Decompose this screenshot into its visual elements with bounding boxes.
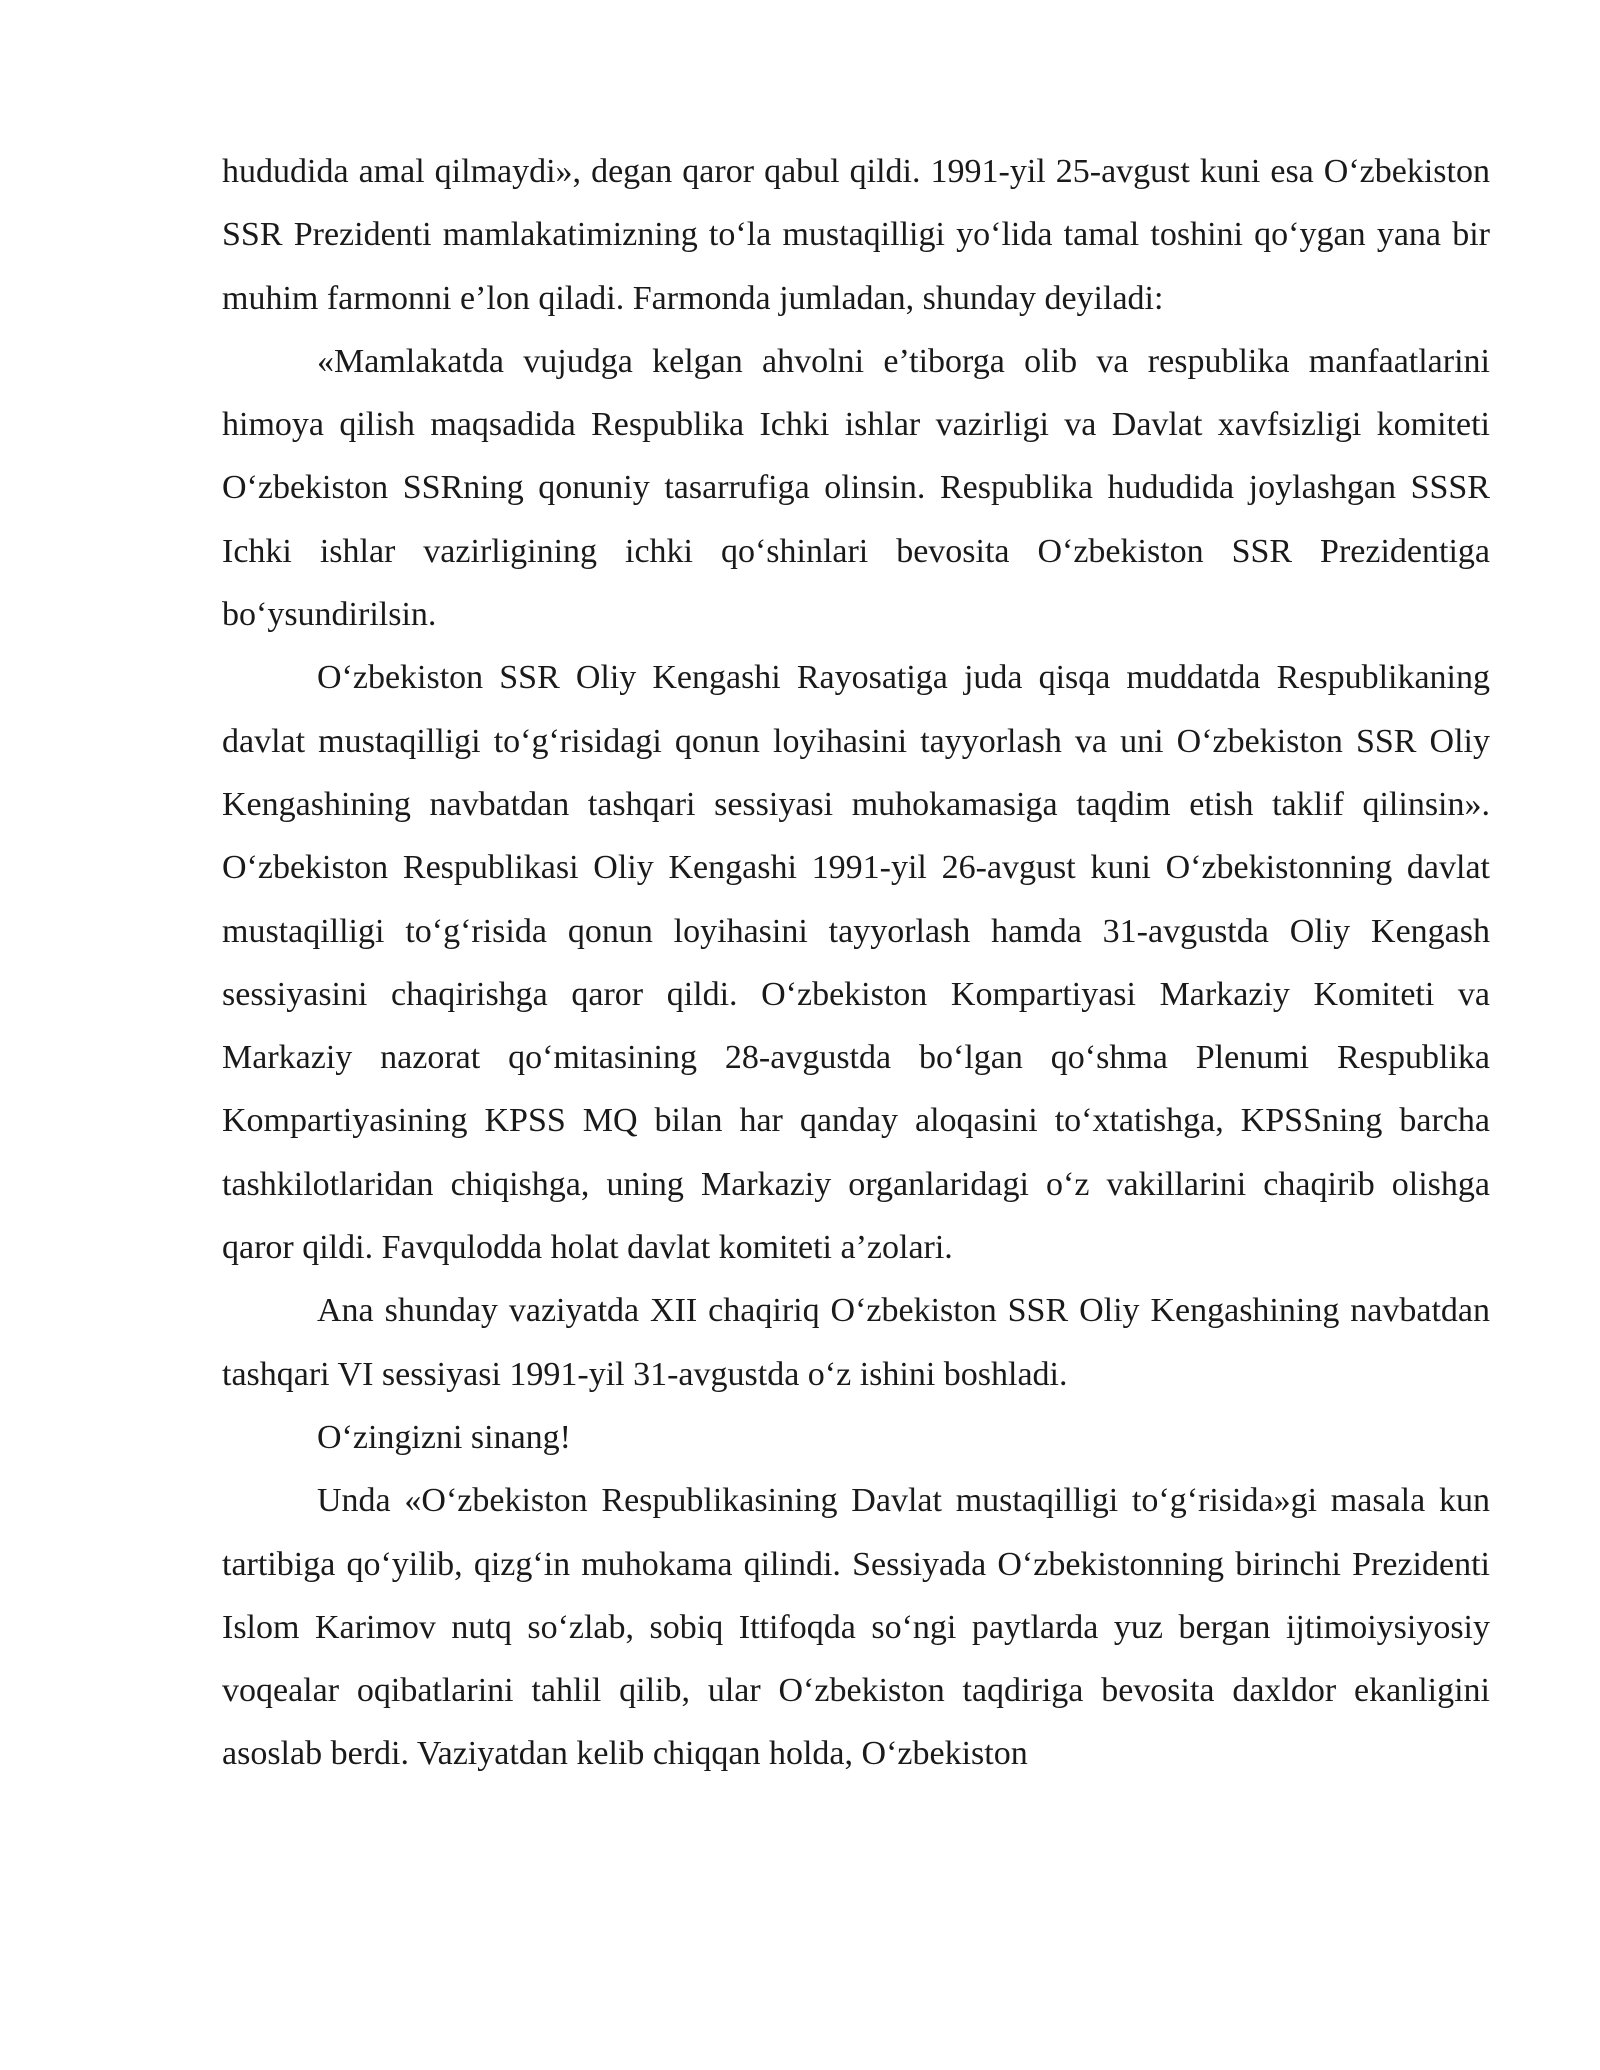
- paragraph-independence-discussion: Unda «O‘zbekiston Respublikasining Davlat mustaqilligi to‘g‘risida»gi masala kun tartibiga qo‘yilib, qizg‘in muhokama qilindi. Sessiyada O‘zbekistonning birinchi Prezidenti Islom Karimov nutq so‘zlab, sobiq Ittifoqda so‘ngi paytlarda yuz bergan ijtimoiysiyosiy voqealar oqibatlarini tahlil qilib, ular O‘zbekiston taqdiriga bevosita daxldor ekanligini asoslab berdi. Vaziyatdan kelib chiqqan holda, O‘zbekiston: [222, 1482, 1490, 1773]
- paragraph-decree-quote: «Mamlakatda vujudga kelgan ahvolni e’tiborga olib va respublika manfaatlarini himoya qilish maqsadida Respublika Ichki ishlar vazirligi va Davlat xavfsizligi komiteti O‘zbekiston SSRning qonuniy tasarrufiga olinsin. Respublika hududida joylashgan SSSR Ichki ishlar vazirligining ichki qo‘shinlari bevosita O‘zbekiston SSR Prezidentiga bo‘ysundirilsin.: [222, 342, 1490, 634]
- paragraph-supreme-council: O‘zbekiston SSR Oliy Kengashi Rayosatiga juda qisqa muddatda Respublikaning davlat mustaqilligi to‘g‘risidagi qonun loyihasini tayyorlash va uni O‘zbekiston SSR Oliy Kengashining navbatdan tashqari sessiyasi muhokamasiga taqdim etish taklif qilinsin». O‘zbekiston Respublikasi Oliy Kengashi 1991-yil 26-avgust kuni O‘zbekistonning davlat mustaqilligi to‘g‘risida qonun loyihasini tayyorlash hamda 31-avgustda Oliy Kengash sessiyasini chaqirishga qaror qildi. O‘zbekiston Kompartiyasi Markaziy Komiteti va Markaziy nazorat qo‘mitasining 28-avgustda bo‘lgan qo‘shma Plenumi Respublika Kompartiyasining KPSS MQ bilan har qanday aloqasini to‘xtatishga, KPSSning barcha tashkilotlaridan chiqishga, uning Markaziy organlaridagi o‘z vakillarini chaqirib olishga qaror qildi. Favqulodda holat davlat komiteti a’zolari.: [222, 659, 1490, 1267]
- paragraph-session-start: Ana shunday vaziyatda XII chaqiriq O‘zbekiston SSR Oliy Kengashining navbatdan tashqari VI sessiyasi 1991-yil 31-avgustda o‘z ishini boshladi.: [222, 1292, 1490, 1393]
- document-body: [222, 140, 1490, 1786]
- paragraph-continuation: hududida amal qilmaydi», degan qaror qabul qildi. 1991-yil 25-avgust kuni esa O‘zbekiston SSR Prezidenti mamlakatimizning to‘la mustaqilligi yo‘lida tamal toshini qo‘ygan yana bir muhim farmonni e’lon qiladi. Farmonda jumladan, shunday deyiladi:: [222, 153, 1490, 317]
- paragraph-self-check: O‘zingizni sinang!: [317, 1418, 571, 1456]
